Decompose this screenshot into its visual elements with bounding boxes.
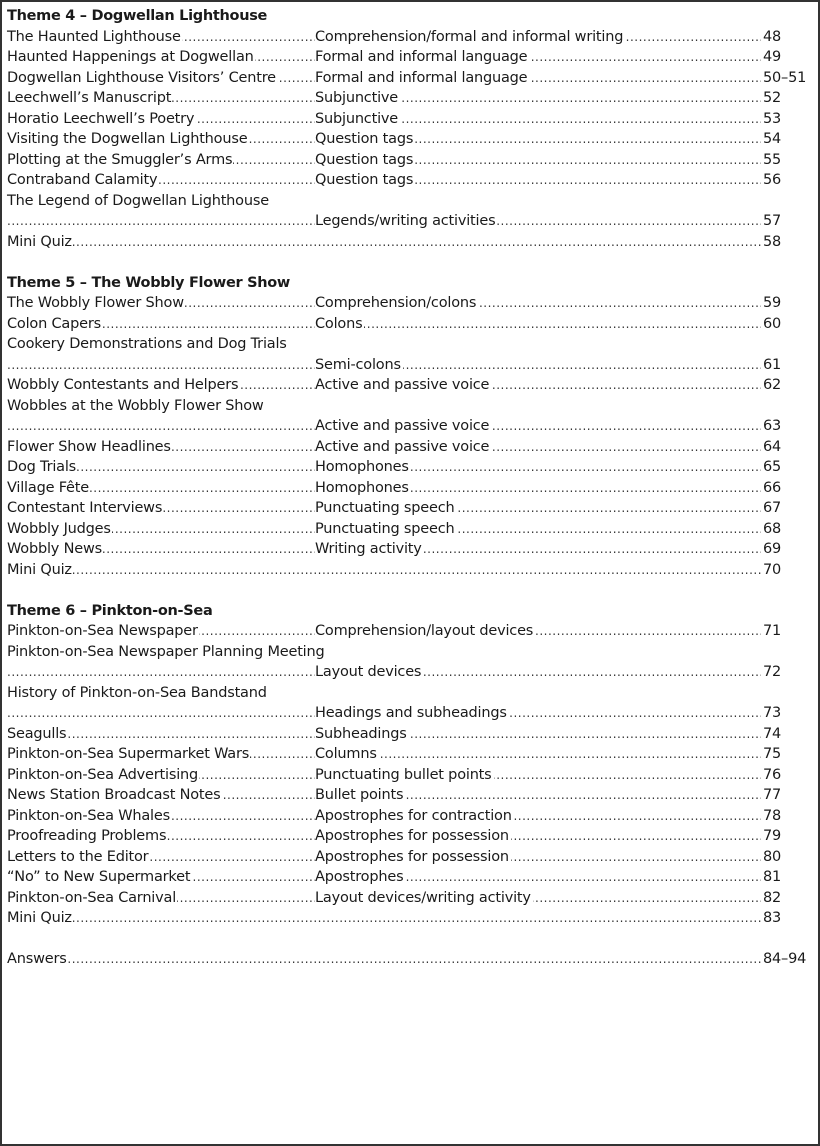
page-number: 68 [763,519,781,540]
page-number: 80 [763,847,781,868]
entry-topic: Colons [315,314,364,335]
page-number: 49 [763,47,781,68]
entry-title: Horatio Leechwell’s Poetry [7,109,195,130]
entry-title: The Haunted Lighthouse [7,27,182,48]
page-number: 65 [763,457,781,478]
entry-topic: Subjunctive [315,88,400,109]
theme-section [7,6,812,252]
entry-topic: Punctuating bullet points [315,765,494,786]
entry-topic: Punctuating speech [315,519,456,540]
entry-title: Village Fête [7,478,90,499]
section-spacer [7,580,812,601]
toc-entry [7,68,812,89]
toc-entry [7,150,812,171]
page-number: 52 [763,88,781,109]
entry-topic: Formal and informal language [315,47,529,68]
toc-entry [7,457,812,478]
toc-entry [7,765,812,786]
entry-topic: Apostrophes [315,867,405,888]
page-number: 56 [763,170,781,191]
entry-topic: Subheadings [315,724,409,745]
page-number: 69 [763,539,781,560]
table-of-contents [7,6,812,970]
dot-leader [7,949,761,970]
section-spacer [7,929,812,950]
toc-entry [7,498,812,519]
entry-topic: Active and passive voice [315,416,491,437]
toc-entry [7,662,812,683]
entry-title: The Legend of Dogwellan Lighthouse [7,192,269,209]
page-number: 57 [763,211,781,232]
entry-title: The Wobbly Flower Show [7,293,185,314]
entry-title: Wobbly News [7,539,103,560]
page-number: 50–51 [763,68,806,89]
toc-entry [7,27,812,48]
entry-topic: Comprehension/layout devices [315,621,535,642]
page-number: 74 [763,724,781,745]
page-number: 71 [763,621,781,642]
toc-entry [7,170,812,191]
page-number: 83 [763,908,781,929]
toc-entry [7,785,812,806]
entry-topic: Apostrophes for contraction [315,806,514,827]
entry-title: Flower Show Headlines [7,437,172,458]
entry-title: History of Pinkton-on-Sea Bandstand [7,684,267,701]
toc-entry [7,232,812,253]
page-number: 78 [763,806,781,827]
theme-section [7,601,812,929]
page-number: 75 [763,744,781,765]
theme-heading: Theme 6 – Pinkton-on-Sea [7,602,213,619]
entry-topic: Apostrophes for possession [315,826,511,847]
theme-heading: Theme 4 – Dogwellan Lighthouse [7,8,268,24]
toc-entry [7,88,812,109]
entry-topic: Question tags [315,129,415,150]
toc-entry [7,355,812,376]
toc-entry [7,129,812,150]
toc-entry [7,703,812,724]
dot-leader [7,703,315,724]
entry-title: Pinkton-on-Sea Whales [7,806,171,827]
page-number: 72 [763,662,781,683]
dot-leader [7,908,761,929]
entry-topic: Comprehension/formal and informal writing [315,27,625,48]
entry-title: Cookery Demonstrations and Dog Trials [7,336,287,352]
theme-section [7,273,812,581]
entry-topic: Homophones [315,478,411,499]
entry-topic: Comprehension/colons [315,293,478,314]
toc-entry [7,519,812,540]
entry-title: Pinkton-on-Sea Advertising [7,765,199,786]
page-number: 60 [763,314,781,335]
toc-entry [7,539,812,560]
entry-topic: Headings and subheadings [315,703,509,724]
entry-topic: Formal and informal language [315,68,529,89]
entry-title: Pinkton-on-Sea Newspaper [7,621,199,642]
entry-topic: Apostrophes for possession [315,847,511,868]
page-number: 58 [763,232,781,253]
toc-entry [7,437,812,458]
entry-title: Visiting the Dogwellan Lighthouse [7,129,248,150]
page-number: 62 [763,375,781,396]
entry-title: News Station Broadcast Notes [7,785,222,806]
theme-heading: Theme 5 – The Wobbly Flower Show [7,274,291,291]
entry-topic: Active and passive voice [315,375,491,396]
toc-entry [7,806,812,827]
entry-topic: Question tags [315,150,415,171]
entry-title: Wobbly Judges [7,519,112,540]
page-number: 70 [763,560,781,581]
toc-entry [7,211,812,232]
page-number: 54 [763,129,781,150]
toc-entry [7,47,812,68]
dot-leader [7,560,761,581]
entry-topic: Layout devices [315,662,423,683]
answers-entry [7,949,812,970]
entry-title: Answers [7,949,68,970]
entry-topic: Bullet points [315,785,405,806]
page-number: 81 [763,867,781,888]
entry-title: Dogwellan Lighthouse Visitors’ Centre [7,68,277,89]
entry-title: Leechwell’s Manuscript [7,88,172,109]
dot-leader [7,232,761,253]
page-number: 66 [763,478,781,499]
entry-topic: Question tags [315,170,415,191]
entry-topic: Layout devices/writing activity [315,888,533,909]
entry-topic: Active and passive voice [315,437,491,458]
page-number: 67 [763,498,781,519]
entry-title: Dog Trials [7,457,77,478]
page-number: 79 [763,826,781,847]
dot-leader [315,314,761,335]
page-number: 55 [763,150,781,171]
toc-entry [7,908,812,929]
section-spacer [7,252,812,273]
toc-entry [7,867,812,888]
entry-topic: Legends/writing activities [315,211,497,232]
dot-leader [7,211,315,232]
toc-entry [7,375,812,396]
entry-topic: Writing activity [315,539,424,560]
toc-entry [7,416,812,437]
toc-entry [7,478,812,499]
entry-title: Wobbly Contestants and Helpers [7,375,239,396]
page-number: 48 [763,27,781,48]
page-number: 76 [763,765,781,786]
dot-leader [315,744,761,765]
page-number: 63 [763,416,781,437]
page-number: 77 [763,785,781,806]
page-number: 82 [763,888,781,909]
toc-entry [7,744,812,765]
entry-title: Haunted Happenings at Dogwellan [7,47,255,68]
toc-entry [7,847,812,868]
entry-title: Pinkton-on-Sea Supermarket Wars [7,744,250,765]
entry-title: Mini Quiz [7,908,73,929]
toc-entry [7,621,812,642]
entry-title: Plotting at the Smuggler’s Arms [7,150,233,171]
toc-entry [7,293,812,314]
entry-title: Mini Quiz [7,232,73,253]
entry-title: Seagulls [7,724,67,745]
entry-topic: Columns [315,744,379,765]
toc-entry [7,888,812,909]
entry-title: Colon Capers [7,314,102,335]
entry-title: Pinkton-on-Sea Newspaper Planning Meeting [7,643,325,660]
entry-title: Contestant Interviews [7,498,163,519]
entry-title: Contraband Calamity [7,170,158,191]
dot-leader [7,416,315,437]
toc-entry [7,826,812,847]
entry-title: “No” to New Supermarket [7,867,191,888]
page-number: 61 [763,355,781,376]
entry-topic: Semi-colons [315,355,403,376]
page-number: 59 [763,293,781,314]
entry-title: Mini Quiz [7,560,73,581]
toc-entry [7,109,812,130]
toc-entry [7,724,812,745]
entry-title: Letters to the Editor [7,847,149,868]
dot-leader [7,355,315,376]
dot-leader [7,662,315,683]
page-number: 53 [763,109,781,130]
page-number: 73 [763,703,781,724]
page-number: 84–94 [763,949,806,970]
entry-title: Pinkton-on-Sea Carnival [7,888,177,909]
toc-entry [7,314,812,335]
toc-entry [7,560,812,581]
entry-title: Wobbles at the Wobbly Flower Show [7,397,264,414]
entry-title: Proofreading Problems [7,826,167,847]
entry-topic: Subjunctive [315,109,400,130]
entry-topic: Homophones [315,457,411,478]
entry-topic: Punctuating speech [315,498,456,519]
page-number: 64 [763,437,781,458]
